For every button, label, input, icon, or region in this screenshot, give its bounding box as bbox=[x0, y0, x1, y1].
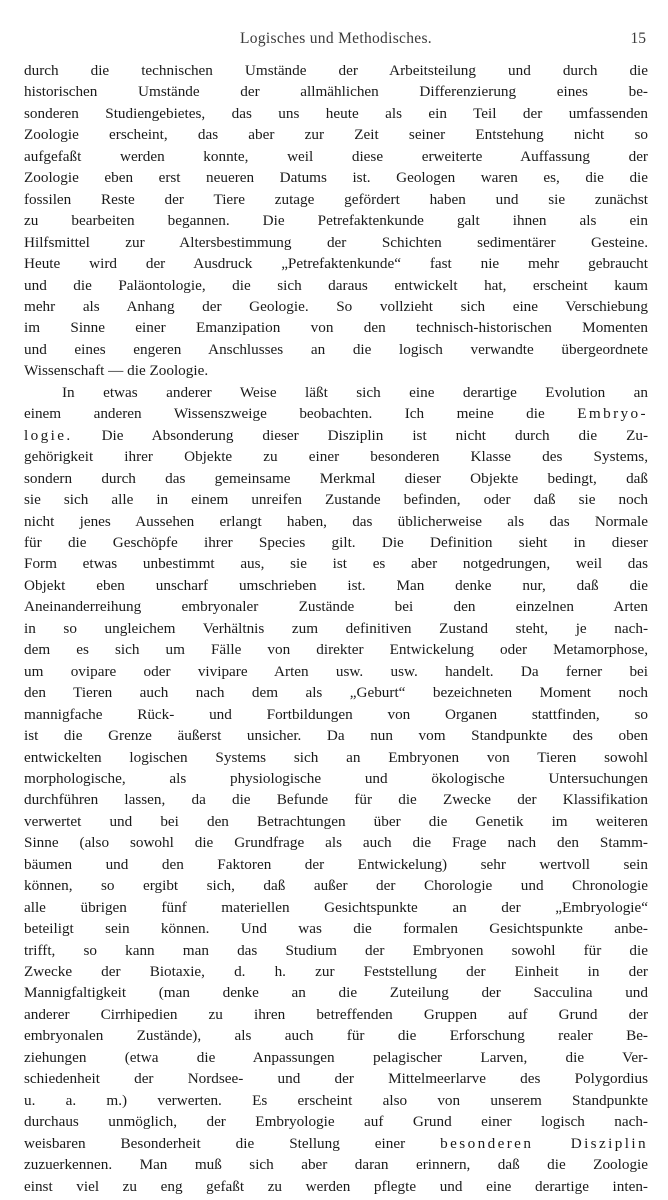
text-line: nicht jenes Aussehen erlangt haben, das üblicherweise als das Normale bbox=[24, 512, 648, 530]
text-line: Zoologie eben erst neueren Datums ist. Geologen waren es, die die bbox=[24, 169, 648, 187]
text-line: beteiligt sein können. Und was die formalen Gesichtspunkte anbe- bbox=[24, 920, 648, 938]
text-line: Sinne (also sowohl die Grundfrage als auch die Frage nach den Stamm- bbox=[24, 834, 648, 852]
text-line: Wissenschaft — die Zoologie. bbox=[24, 362, 209, 380]
emphasized-term: besonderen Disziplin bbox=[440, 1134, 648, 1152]
book-page bbox=[24, 30, 648, 1197]
text-line: durchführen lassen, da die Befunde für die Zwecke der Klassifikation bbox=[24, 791, 648, 809]
text-line: den Tieren auch nach dem als „Geburt“ bezeichneten Moment noch bbox=[24, 684, 648, 702]
text-line: durch die technischen Umstände der Arbeitsteilung und durch die bbox=[24, 62, 648, 79]
text-line: Form etwas unbestimmt aus, sie ist es aber notgedrungen, weil das bbox=[24, 555, 648, 573]
text-line: zuzuerkennen. Man muß sich aber daran erinnern, daß die Zoologie bbox=[24, 1156, 648, 1174]
text-line: Zwecke der Biotaxie, d. h. zur Feststellung der Einheit in der bbox=[24, 963, 648, 981]
emphasized-term: logie. bbox=[24, 426, 73, 444]
text-line: sonderen Studiengebietes, das uns heute als ein Teil der umfassenden bbox=[24, 104, 648, 122]
text-line: u. a. m.) verwerten. Es erscheint also von unserem Standpunkte bbox=[24, 1091, 648, 1109]
text-line: gehörigkeit ihrer Objekte zu einer besonderen Klasse des Systems, bbox=[24, 448, 648, 466]
text-line: Heute wird der Ausdruck „Petrefaktenkunde“ fast nie mehr gebraucht bbox=[24, 255, 648, 273]
body-text bbox=[24, 60, 648, 1197]
text-line: aufgefaßt werden konnte, weil diese erweiterte Auffassung der bbox=[24, 147, 648, 165]
text-line: mannigfache Rück- und Fortbildungen von Organen stattfinden, so bbox=[24, 705, 648, 723]
text-line: verwertet und bei den Betrachtungen über die Genetik im weiteren bbox=[24, 812, 648, 830]
text-line: um ovipare oder vivipare Arten usw. usw. handelt. Da ferner bei bbox=[24, 662, 648, 680]
text-line: In etwas anderer Weise läßt sich eine derartige Evolution an bbox=[62, 383, 648, 401]
paragraph-2 bbox=[24, 382, 648, 1197]
emphasized-term: Embryo- bbox=[577, 405, 648, 423]
text-line: mehr als Anhang der Geologie. So vollzieht sich eine Verschiebung bbox=[24, 297, 648, 315]
text-line: sie sich alle in einem unreifen Zustande befinden, oder daß sie noch bbox=[24, 491, 648, 509]
text-line bbox=[24, 403, 648, 424]
text-line: bäumen und den Faktoren der Entwickelung) sehr wertvoll sein bbox=[24, 855, 648, 873]
page-number: 15 bbox=[630, 30, 646, 47]
text-line: in so ungleichem Verhältnis zum definitiven Zustand steht, je nach- bbox=[24, 619, 648, 637]
text-line bbox=[24, 1133, 648, 1154]
text-line: ist die Grenze äußerst unsicher. Da nun vom Standpunkte des oben bbox=[24, 727, 648, 745]
text-line: dem es sich um Fälle von direkter Entwickelung oder Metamorphose, bbox=[24, 641, 648, 659]
text-line: ziehungen (etwa die Anpassungen pelagischer Larven, die Ver- bbox=[24, 1048, 648, 1066]
text-line: trifft, so kann man das Studium der Embryonen sowohl für die bbox=[24, 941, 648, 959]
text-line: Mannigfaltigkeit (man denke an die Zuteilung der Sacculina und bbox=[24, 984, 648, 1002]
text-line: im Sinne einer Emanzipation von den technisch-historischen Momenten bbox=[24, 319, 648, 337]
text-line: durchaus unmöglich, der Embryologie auf Grund einer logisch nach- bbox=[24, 1113, 648, 1131]
running-title: Logisches und Methodisches. bbox=[240, 30, 432, 47]
text-line: anderer Cirrhipedien zu ihren betreffenden Gruppen auf Grund der bbox=[24, 1005, 648, 1023]
running-head bbox=[24, 30, 648, 52]
text-line: historischen Umstände der allmählichen Differenzierung eines be- bbox=[24, 83, 648, 101]
text-line: einst viel zu eng gefaßt zu werden pflegte und eine derartige inten- bbox=[24, 1177, 648, 1195]
text-line: embryonalen Zustände), als auch für die Erforschung realer Be- bbox=[24, 1027, 648, 1045]
text-line: Aneinanderreihung embryonaler Zustände bei den einzelnen Arten bbox=[24, 598, 648, 616]
text-line: zu bearbeiten begannen. Die Petrefaktenkunde galt ihnen als ein bbox=[24, 212, 648, 230]
text-line bbox=[24, 425, 648, 446]
text-line: Objekt eben unscharf umschrieben ist. Man denke nur, daß die bbox=[24, 576, 648, 594]
text-run: Die Absonderung dieser Disziplin ist nicht durch die Zu- bbox=[101, 426, 648, 444]
text-line: Zoologie erscheint, das aber zur Zeit seiner Entstehung nicht so bbox=[24, 126, 648, 144]
paragraph-1 bbox=[24, 60, 648, 382]
text-line: sondern durch das gemeinsame Merkmal dieser Objekte bedingt, daß bbox=[24, 469, 648, 487]
text-line: fossilen Reste der Tiere zutage gefördert haben und sie zunächst bbox=[24, 190, 648, 208]
text-line: alle übrigen fünf materiellen Gesichtspunkte an der „Embryologie“ bbox=[24, 898, 648, 916]
text-run: weisbaren Besonderheit die Stellung einer bbox=[24, 1134, 406, 1152]
text-line: morphologische, als physiologische und ökologische Untersuchungen bbox=[24, 769, 648, 787]
text-line: und die Paläontologie, die sich daraus entwickelt hat, erscheint kaum bbox=[24, 276, 648, 294]
text-line: für die Geschöpfe ihrer Species gilt. Die Definition sieht in dieser bbox=[24, 533, 648, 551]
text-line: können, so ergibt sich, daß außer der Chorologie und Chronologie bbox=[24, 877, 648, 895]
text-line: und eines engeren Anschlusses an die logisch verwandte übergeordnete bbox=[24, 340, 648, 358]
text-run: einem anderen Wissenszweige beobachten. Ich meine die bbox=[24, 405, 545, 423]
text-line: Hilfsmittel zur Altersbestimmung der Schichten sedimentärer Gesteine. bbox=[24, 233, 648, 251]
text-line: schiedenheit der Nordsee- und der Mittelmeerlarve des Polygordius bbox=[24, 1070, 648, 1088]
text-line: entwickelten logischen Systems sich an Embryonen von Tieren sowohl bbox=[24, 748, 648, 766]
